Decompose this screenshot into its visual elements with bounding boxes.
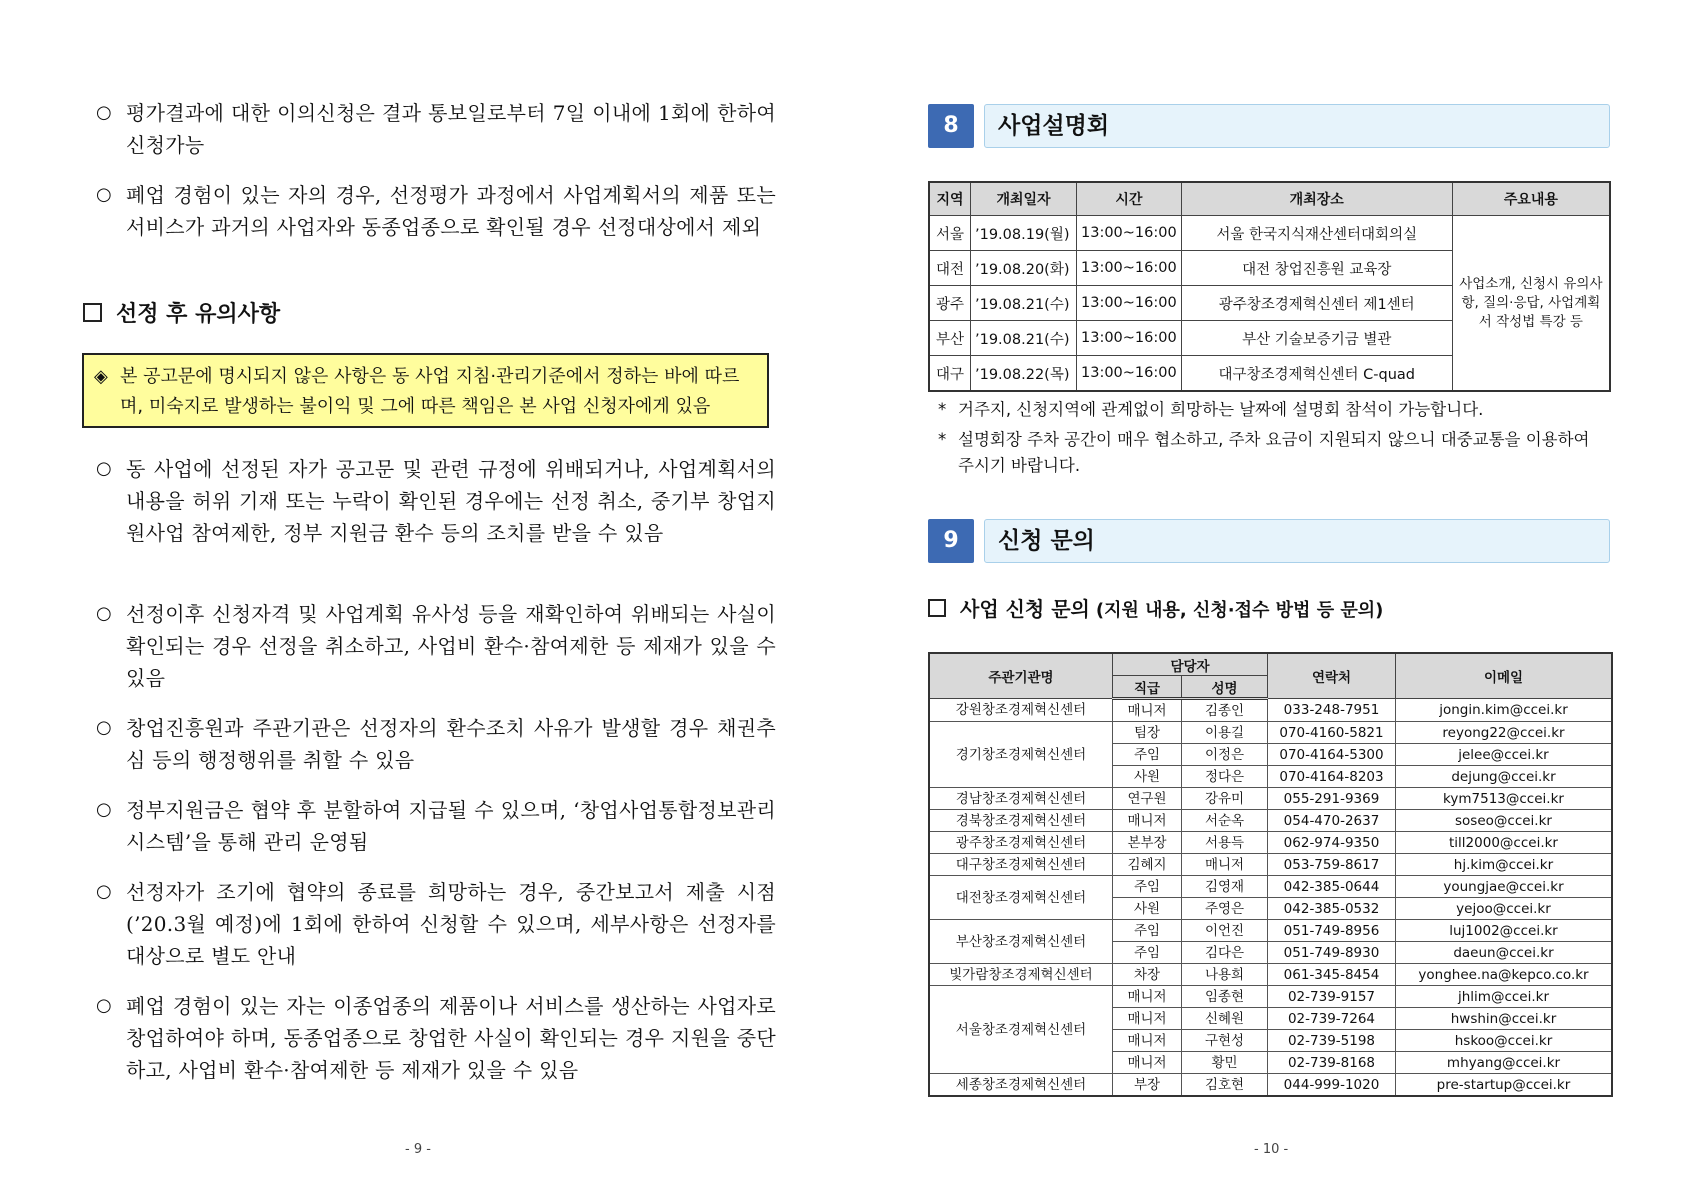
bullet-text: 동 사업에 선정된 자가 공고문 및 관련 규정에 위배되거나, 사업계획서의 내용을 허위 기재 또는 누락이 확인된 경우에는 선정 취소, 중기부 창업지원사업 참여제한, 정부 지원금 환수 등의 조치를 받을 수 있음 <box>126 457 776 545</box>
contact-position: 부장 <box>1113 1074 1182 1097</box>
contact-name: 매니저 <box>1182 854 1268 876</box>
bullet-text: 창업진흥원과 주관기관은 선정자의 환수조치 사유가 발생할 경우 채권추심 등의 행정행위를 취할 수 있음 <box>126 716 776 772</box>
session-region: 서울 <box>929 216 971 251</box>
contact-position: 차장 <box>1113 964 1182 986</box>
inquiry-heading <box>928 593 1383 622</box>
contact-position: 매니저 <box>1113 810 1182 832</box>
contact-row <box>929 964 1612 986</box>
contact-email[interactable]: youngjae@ccei.kr <box>1396 876 1613 898</box>
session-date: ’19.08.19(월) <box>971 216 1077 251</box>
section-number: 9 <box>928 519 974 563</box>
session-place: 대구창조경제혁신센터 C-quad <box>1181 356 1452 392</box>
session-region: 대구 <box>929 356 971 392</box>
contact-org: 대구창조경제혁신센터 <box>929 854 1113 876</box>
col-header: 주관기관명 <box>929 653 1113 699</box>
contact-row <box>929 832 1612 854</box>
col-header: 지역 <box>929 182 971 216</box>
asterisk-icon: * <box>938 400 947 419</box>
square-bullet-icon <box>928 599 946 617</box>
section-number: 8 <box>928 104 974 148</box>
section-8-header <box>928 104 1610 148</box>
session-region: 대전 <box>929 251 971 286</box>
session-date: ’19.08.20(화) <box>971 251 1077 286</box>
bullet-item <box>96 179 776 243</box>
contact-row <box>929 854 1612 876</box>
circle-bullet-icon: ○ <box>96 881 113 902</box>
col-header: 개최일자 <box>971 182 1077 216</box>
bullet-text: 폐업 경험이 있는 자는 이종업종의 제품이나 서비스를 생산하는 사업자로 창업하여야 하며, 동종업종으로 창업한 사실이 확인되는 경우 지원을 중단하고, 사업비 환수·참여제한 등 제재가 있을 수 있음 <box>126 994 776 1082</box>
session-time: 13:00~16:00 <box>1077 251 1182 286</box>
col-header: 연락처 <box>1268 653 1396 699</box>
contact-email[interactable]: yejoo@ccei.kr <box>1396 898 1613 920</box>
contact-email[interactable]: hj.kim@ccei.kr <box>1396 854 1613 876</box>
contact-phone: 070-4164-5300 <box>1268 744 1396 766</box>
contact-phone: 02-739-9157 <box>1268 986 1396 1008</box>
contact-email[interactable]: jongin.kim@ccei.kr <box>1396 699 1613 722</box>
contact-org: 서울창조경제혁신센터 <box>929 986 1113 1074</box>
bullet-text: 선정이후 신청자격 및 사업계획 유사성 등을 재확인하여 위배되는 사실이 확인되는 경우 선정을 취소하고, 사업비 환수·참여제한 등 제재가 있을 수 있음 <box>126 602 776 690</box>
contact-position: 사원 <box>1113 766 1182 788</box>
heading-text: 선정 후 유의사항 <box>116 302 281 327</box>
contact-org: 부산창조경제혁신센터 <box>929 920 1113 964</box>
session-time: 13:00~16:00 <box>1077 216 1182 251</box>
bullet-item <box>96 876 776 972</box>
contact-position: 매니저 <box>1113 1052 1182 1074</box>
contact-name: 구현성 <box>1182 1030 1268 1052</box>
contact-row <box>929 788 1612 810</box>
contact-phone: 042-385-0644 <box>1268 876 1396 898</box>
col-header: 시간 <box>1077 182 1182 216</box>
contact-row <box>929 876 1612 898</box>
asterisk-icon: * <box>938 430 947 449</box>
bullet-text: 폐업 경험이 있는 자의 경우, 선정평가 과정에서 사업계획서의 제품 또는 서비스가 과거의 사업자와 동종업종으로 확인될 경우 선정대상에서 제외 <box>126 183 776 239</box>
section-heading <box>83 297 280 328</box>
contact-row <box>929 1074 1612 1097</box>
contact-email[interactable]: jhlim@ccei.kr <box>1396 986 1613 1008</box>
session-date: ’19.08.22(목) <box>971 356 1077 392</box>
contact-email[interactable]: daeun@ccei.kr <box>1396 942 1613 964</box>
contact-email[interactable]: dejung@ccei.kr <box>1396 766 1613 788</box>
contact-phone: 02-739-5198 <box>1268 1030 1396 1052</box>
note-item <box>938 427 1608 479</box>
contact-row <box>929 699 1612 722</box>
session-time: 13:00~16:00 <box>1077 321 1182 356</box>
contact-row <box>929 986 1612 1008</box>
contact-email[interactable]: till2000@ccei.kr <box>1396 832 1613 854</box>
contact-email[interactable]: hskoo@ccei.kr <box>1396 1030 1613 1052</box>
circle-bullet-icon: ○ <box>96 799 113 820</box>
contact-email[interactable]: pre-startup@ccei.kr <box>1396 1074 1613 1097</box>
contact-name: 이정은 <box>1182 744 1268 766</box>
session-region: 부산 <box>929 321 971 356</box>
contact-org: 경북창조경제혁신센터 <box>929 810 1113 832</box>
contact-phone: 051-749-8956 <box>1268 920 1396 942</box>
circle-bullet-icon: ○ <box>96 184 113 205</box>
contact-position: 매니저 <box>1113 699 1182 722</box>
bullet-item <box>96 97 776 161</box>
notice-text: 본 공고문에 명시되지 않은 사항은 동 사업 지침·관리기준에서 정하는 바에 따르며, 미숙지로 발생하는 불이익 및 그에 따른 책임은 본 사업 신청자에게 있음 <box>120 366 740 417</box>
note-item <box>938 397 1608 423</box>
heading-subtext: (지원 내용, 신청·접수 방법 등 문의) <box>1095 600 1384 621</box>
circle-bullet-icon: ○ <box>96 102 113 123</box>
page-number: - 10 - <box>1254 1142 1289 1157</box>
contact-phone: 061-345-8454 <box>1268 964 1396 986</box>
contact-name: 서순옥 <box>1182 810 1268 832</box>
contact-email[interactable]: jelee@ccei.kr <box>1396 744 1613 766</box>
contact-org: 빛가람창조경제혁신센터 <box>929 964 1113 986</box>
diamond-bullet-icon: ◈ <box>94 366 108 387</box>
session-place: 부산 기술보증기금 별관 <box>1181 321 1452 356</box>
contact-row <box>929 722 1612 744</box>
heading-text: 사업 신청 문의 <box>960 597 1090 621</box>
contact-position: 연구원 <box>1113 788 1182 810</box>
contact-position: 본부장 <box>1113 832 1182 854</box>
contact-email[interactable]: hwshin@ccei.kr <box>1396 1008 1613 1030</box>
col-header: 개최장소 <box>1181 182 1452 216</box>
session-place: 대전 창업진흥원 교육장 <box>1181 251 1452 286</box>
session-date: ’19.08.21(수) <box>971 321 1077 356</box>
bullet-text: 평가결과에 대한 이의신청은 결과 통보일로부터 7일 이내에 1회에 한하여 신청가능 <box>126 101 776 157</box>
contact-position: 주임 <box>1113 920 1182 942</box>
contact-name: 주영은 <box>1182 898 1268 920</box>
contact-phone: 070-4160-5821 <box>1268 722 1396 744</box>
contact-name: 김종인 <box>1182 699 1268 722</box>
session-time: 13:00~16:00 <box>1077 356 1182 392</box>
contact-phone: 02-739-7264 <box>1268 1008 1396 1030</box>
contact-org: 광주창조경제혁신센터 <box>929 832 1113 854</box>
contact-position: 주임 <box>1113 876 1182 898</box>
bullet-item <box>96 453 776 549</box>
contact-name: 황민 <box>1182 1052 1268 1074</box>
col-header: 직급 <box>1113 676 1182 699</box>
contact-position: 주임 <box>1113 744 1182 766</box>
contact-position: 매니저 <box>1113 1030 1182 1052</box>
contact-position: 사원 <box>1113 898 1182 920</box>
bullet-text: 정부지원금은 협약 후 분할하여 지급될 수 있으며, ‘창업사업통합정보관리시스템’을 통해 관리 운영됨 <box>126 798 776 854</box>
contact-name: 나용희 <box>1182 964 1268 986</box>
bullet-item <box>96 712 776 776</box>
contact-name: 이용길 <box>1182 722 1268 744</box>
page-number: - 9 - <box>405 1142 431 1157</box>
session-date: ’19.08.21(수) <box>971 286 1077 321</box>
contact-phone: 062-974-9350 <box>1268 832 1396 854</box>
contact-name: 신혜원 <box>1182 1008 1268 1030</box>
square-bullet-icon <box>83 303 102 322</box>
contact-phone: 042-385-0532 <box>1268 898 1396 920</box>
section-9-header <box>928 519 1610 563</box>
contact-phone: 033-248-7951 <box>1268 699 1396 722</box>
contact-phone: 044-999-1020 <box>1268 1074 1396 1097</box>
session-table <box>928 181 1611 392</box>
contact-name: 김다은 <box>1182 942 1268 964</box>
note-text: 설명회장 주차 공간이 매우 협소하고, 주차 요금이 지원되지 않으니 대중교통을 이용하여 주시기 바랍니다. <box>958 430 1590 475</box>
section-title: 사업설명회 <box>998 113 1110 139</box>
contact-email[interactable]: mhyang@ccei.kr <box>1396 1052 1613 1074</box>
col-header: 담당자 <box>1113 653 1268 676</box>
contact-org: 세종창조경제혁신센터 <box>929 1074 1113 1097</box>
contact-phone: 070-4164-8203 <box>1268 766 1396 788</box>
contact-position: 팀장 <box>1113 722 1182 744</box>
contact-org: 경남창조경제혁신센터 <box>929 788 1113 810</box>
contact-email[interactable]: luj1002@ccei.kr <box>1396 920 1613 942</box>
session-time: 13:00~16:00 <box>1077 286 1182 321</box>
session-region: 광주 <box>929 286 971 321</box>
contact-name: 정다은 <box>1182 766 1268 788</box>
contact-org: 경기창조경제혁신센터 <box>929 722 1113 788</box>
note-text: 거주지, 신청지역에 관계없이 희망하는 날짜에 설명회 참석이 가능합니다. <box>958 400 1484 419</box>
circle-bullet-icon: ○ <box>96 458 113 479</box>
col-header: 이메일 <box>1396 653 1613 699</box>
circle-bullet-icon: ○ <box>96 995 113 1016</box>
circle-bullet-icon: ○ <box>96 717 113 738</box>
contact-email[interactable]: reyong22@ccei.kr <box>1396 722 1613 744</box>
contact-name: 강유미 <box>1182 788 1268 810</box>
contact-position: 주임 <box>1113 942 1182 964</box>
contact-email[interactable]: soseo@ccei.kr <box>1396 810 1613 832</box>
contact-name: 임종현 <box>1182 986 1268 1008</box>
col-header: 성명 <box>1182 676 1268 699</box>
contact-phone: 053-759-8617 <box>1268 854 1396 876</box>
bullet-text: 선정자가 조기에 협약의 종료를 희망하는 경우, 중간보고서 제출 시점(’20.3월 예정)에 1회에 한하여 신청할 수 있으며, 세부사항은 선정자를 대상으로 별도 안내 <box>126 880 776 968</box>
contact-org: 대전창조경제혁신센터 <box>929 876 1113 920</box>
session-row <box>929 216 1610 251</box>
notice-box <box>82 353 769 428</box>
contact-position: 매니저 <box>1113 1008 1182 1030</box>
contact-email[interactable]: kym7513@ccei.kr <box>1396 788 1613 810</box>
contact-name: 이언진 <box>1182 920 1268 942</box>
session-remark: 사업소개, 신청시 유의사항, 질의·응답, 사업계획서 작성법 특강 등 <box>1452 216 1610 392</box>
contact-row <box>929 810 1612 832</box>
bullet-item <box>96 990 776 1086</box>
contact-phone: 054-470-2637 <box>1268 810 1396 832</box>
contact-position: 매니저 <box>1113 986 1182 1008</box>
bullet-item <box>96 794 776 858</box>
contact-org: 강원창조경제혁신센터 <box>929 699 1113 722</box>
contact-table <box>928 652 1613 1097</box>
contact-row <box>929 920 1612 942</box>
bullet-item <box>96 598 776 694</box>
contact-name: 서용득 <box>1182 832 1268 854</box>
session-place: 서울 한국지식재산센터대회의실 <box>1181 216 1452 251</box>
circle-bullet-icon: ○ <box>96 603 113 624</box>
contact-name: 김영재 <box>1182 876 1268 898</box>
contact-name: 김호현 <box>1182 1074 1268 1097</box>
contact-phone: 02-739-8168 <box>1268 1052 1396 1074</box>
contact-phone: 055-291-9369 <box>1268 788 1396 810</box>
session-place: 광주창조경제혁신센터 제1센터 <box>1181 286 1452 321</box>
contact-email[interactable]: yonghee.na@kepco.co.kr <box>1396 964 1613 986</box>
col-header: 주요내용 <box>1452 182 1610 216</box>
contact-phone: 051-749-8930 <box>1268 942 1396 964</box>
contact-position: 김혜지 <box>1113 854 1182 876</box>
section-title: 신청 문의 <box>998 528 1095 554</box>
